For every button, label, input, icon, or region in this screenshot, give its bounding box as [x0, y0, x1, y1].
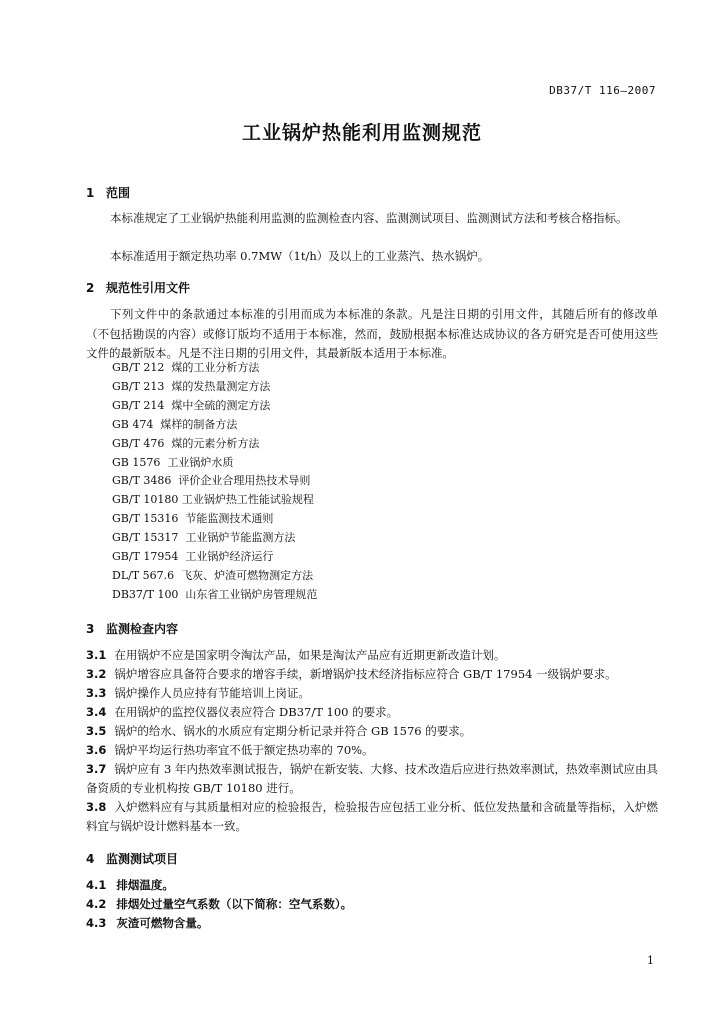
- item-number: 4.2: [86, 897, 107, 911]
- section-4-heading: [86, 850, 178, 867]
- clause-text: 锅炉平均运行热功率宜不低于额定热功率的 70%。: [114, 743, 374, 757]
- section-3-heading: [86, 620, 178, 637]
- section-title: 范围: [106, 186, 131, 200]
- section-number: 3: [86, 622, 95, 636]
- item-number: 4.1: [86, 878, 107, 892]
- standard-code: DB37/T 116—2007: [549, 84, 656, 97]
- reference-item: GB/T 15316 节能监测技术通则: [112, 512, 274, 526]
- clause-number: 3.8: [86, 800, 107, 814]
- reference-item: GB/T 212 煤的工业分析方法: [112, 361, 260, 374]
- clause-3-4: [86, 703, 658, 722]
- reference-item: GB/T 213 煤的发热量测定方法: [112, 379, 271, 393]
- clause-text: 入炉燃料应有与其质量相对应的检验报告，检验报告应包括工业分析、低位发热量和含硫量等指标，入炉燃料宜与锅炉设计燃料基本一致。: [86, 800, 658, 833]
- reference-item: GB/T 214 煤中全硫的测定方法: [112, 398, 271, 412]
- reference-item: GB/T 3486 评价企业合理用热技术导则: [112, 474, 311, 488]
- clause-text: 在用锅炉的监控仪器仪表应符合 DB37/T 100 的要求。: [114, 705, 399, 719]
- document-title: 工业锅炉热能利用监测规范: [241, 122, 482, 144]
- item-number: 4.3: [86, 916, 107, 930]
- reference-item: DB37/T 100 山东省工业锅炉房管理规范: [112, 587, 318, 601]
- page-number: 1: [647, 954, 654, 967]
- clause-number: 3.6: [86, 743, 107, 757]
- reference-list: [112, 359, 317, 605]
- reference-item: DL/T 567.6 飞灰、炉渣可燃物测定方法: [112, 568, 314, 582]
- clause-number: 3.1: [86, 648, 107, 662]
- section-title: 规范性引用文件: [106, 281, 191, 295]
- reference-item: GB/T 15317 工业锅炉节能监测方法: [112, 531, 296, 545]
- clause-text: 锅炉应有 3 年内热效率测试报告，锅炉在新安装、大修、技术改造后应进行热效率测试，热效率测试应由具备资质的专业机构按 GB/T 10180 进行。: [86, 762, 658, 795]
- clause-3-6: [86, 741, 658, 760]
- clause-3-8: [86, 798, 658, 836]
- clause-number: 3.4: [86, 705, 107, 719]
- item-4-1: [86, 877, 174, 893]
- clause-text: 锅炉增容应具备符合要求的增容手续，新增锅炉技术经济指标应符合 GB/T 17954 一级锅炉要求。: [114, 667, 617, 681]
- reference-item: GB/T 10180 工业锅炉热工性能试验规程: [112, 493, 314, 507]
- clause-number: 3.2: [86, 667, 107, 681]
- normative-references-paragraph: 下列文件中的条款通过本标准的引用而成为本标准的条款。凡是注日期的引用文件，其随后所有的修改单（不包括勘误的内容）或修订版均不适用于本标准，然而，鼓励根据本标准达成协议的各方研究是否可使用这些文件的最新版本。凡是不注日期的引用文件，其最新版本适用于本标准。: [86, 307, 658, 360]
- section-2-heading: [86, 279, 190, 296]
- section-number: 2: [86, 281, 95, 295]
- item-text: 排烟处过量空气系数（以下简称：空气系数）。: [116, 897, 353, 911]
- item-text: 灰渣可燃物含量。: [116, 916, 209, 930]
- clause-3-1: [86, 646, 658, 665]
- scope-paragraph-1: 本标准规定了工业锅炉热能利用监测的监测检查内容、监测测试项目、监测测试方法和考核合格指标。: [110, 211, 628, 225]
- clause-number: 3.3: [86, 686, 107, 700]
- clause-3-2: [86, 665, 658, 684]
- section-1-heading: [86, 184, 130, 201]
- section-number: 4: [86, 852, 95, 866]
- scope-paragraph-2: 本标准适用于额定热功率 0.7MW（1t/h）及以上的工业蒸汽、热水锅炉。: [110, 249, 490, 263]
- clause-number: 3.7: [86, 762, 107, 776]
- reference-item: GB/T 476 煤的元素分析方法: [112, 436, 260, 450]
- reference-item: GB/T 17954 工业锅炉经济运行: [112, 550, 274, 564]
- clause-text: 在用锅炉不应是国家明令淘汰产品，如果是淘汰产品应有近期更新改造计划。: [114, 648, 506, 662]
- item-text: 排烟温度。: [116, 878, 174, 892]
- clause-text: 锅炉操作人员应持有节能培训上岗证。: [114, 686, 310, 700]
- section-title: 监测测试项目: [106, 852, 179, 866]
- reference-item: GB 1576 工业锅炉水质: [112, 455, 234, 469]
- item-4-3: [86, 915, 208, 931]
- item-4-2: [86, 896, 352, 912]
- clause-3-3: [86, 684, 658, 703]
- clause-number: 3.5: [86, 724, 107, 738]
- section-number: 1: [86, 186, 95, 200]
- reference-item: GB 474 煤样的制备方法: [112, 417, 238, 431]
- clause-text: 锅炉的给水、锅水的水质应有定期分析记录并符合 GB 1576 的要求。: [114, 724, 472, 738]
- clause-3-7: [86, 760, 658, 798]
- section-title: 监测检查内容: [106, 622, 179, 636]
- clause-3-5: [86, 722, 658, 741]
